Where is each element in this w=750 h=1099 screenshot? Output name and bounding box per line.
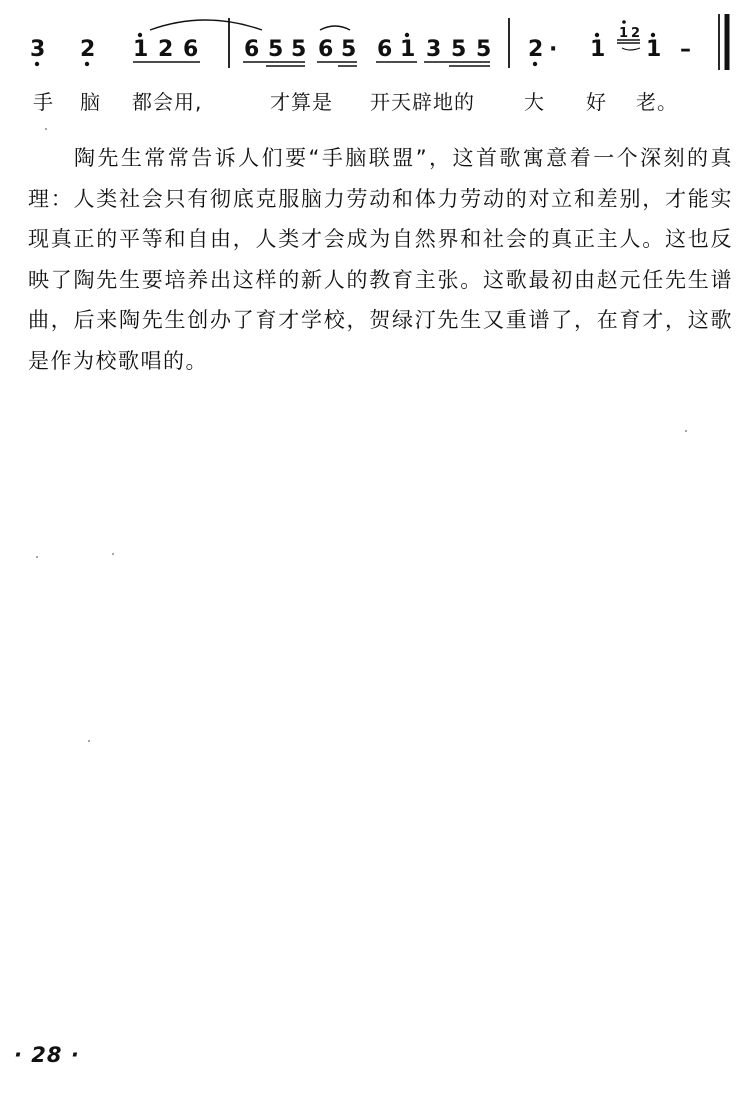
note: 5 <box>291 37 307 62</box>
lyric: 都会用, <box>132 90 203 114</box>
note: 2 <box>528 37 544 62</box>
note: 3 <box>30 37 46 62</box>
grace-note: 1 <box>619 26 629 41</box>
note: 2 <box>80 37 96 62</box>
note: 1 <box>646 37 662 62</box>
lyric: 大 <box>524 90 545 114</box>
lyric: 开天辟地的 <box>370 90 475 114</box>
note: 3 <box>426 37 442 62</box>
note: 5 <box>341 37 357 62</box>
dash: – <box>680 37 691 62</box>
lyric: 老。 <box>636 90 678 114</box>
grace-note: 2 <box>631 26 641 41</box>
note: 5 <box>451 37 467 62</box>
music-score <box>0 0 750 125</box>
note: 2 <box>158 37 174 62</box>
note: 5 <box>476 37 492 62</box>
note: 1 <box>133 37 149 62</box>
note: 6 <box>244 37 260 62</box>
note: 6 <box>183 37 199 62</box>
page-number: · 28 · <box>14 1043 80 1067</box>
body-text <box>28 138 733 381</box>
lyric: 手 <box>33 90 54 114</box>
lyric: 才算是 <box>270 90 333 114</box>
note: 6 <box>377 37 393 62</box>
lyric: 好 <box>586 90 607 114</box>
lyric: 脑 <box>80 90 101 114</box>
note: 6 <box>318 37 334 62</box>
note: 5 <box>268 37 284 62</box>
augmentation-dot: · <box>549 37 558 62</box>
paragraph: 陶先生常常告诉人们要“手脑联盟”，这首歌寓意着一个深刻的真理：人类社会只有彻底克服脑力劳动和体力劳动的对立和差别，才能实现真正的平等和自由，人类才会成为自然界和社会的真正主人。这也反映了陶先生要培养出这样的新人的教育主张。这歌最初由赵元任先生谱曲，后来陶先生创办了育才学校，贺绿汀先生又重谱了，在育才，这歌是作为校歌唱的。 <box>28 146 733 373</box>
jianpu-notation <box>0 0 750 80</box>
note: 1 <box>400 37 416 62</box>
note: 1 <box>590 37 606 62</box>
